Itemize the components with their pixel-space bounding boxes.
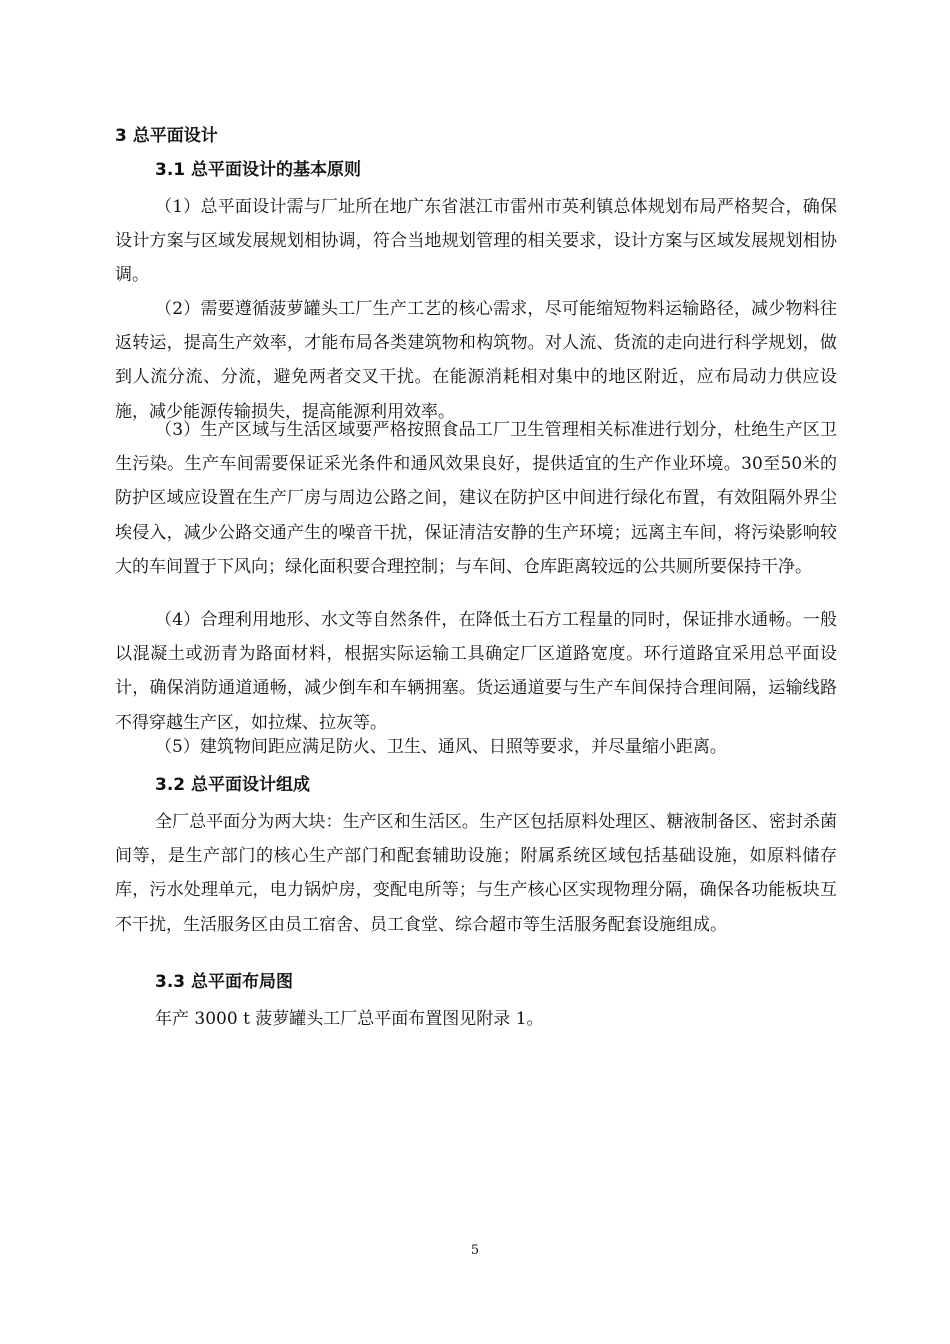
- paragraph-principle-2: （2）需要遵循菠萝罐头工厂生产工艺的核心需求，尽可能缩短物料运输路径，减少物料往返转运，提高生产效率，才能布局各类建筑物和构筑物。对人流、货流的走向进行科学规划，做到人流分流、分流，避免两者交叉干扰。在能源消耗相对集中的地区附近，应布局动力供应设施，减少能源传输损失，提高能源利用效率。: [115, 299, 837, 422]
- subsection-heading-principles: 3.1 总平面设计的基本原则: [155, 160, 362, 180]
- subsection-heading-layout: 3.3 总平面布局图: [155, 972, 294, 992]
- page-number: 5: [470, 1243, 480, 1258]
- subsection-heading-composition: 3.2 总平面设计组成: [155, 775, 311, 795]
- paragraph-principle-5: （5）建筑物间距应满足防火、卫生、通风、日照等要求，并尽量缩小距离。: [155, 737, 727, 757]
- paragraph-layout: 年产 3000 t 菠萝罐头工厂总平面布置图见附录 1。: [155, 1009, 544, 1029]
- paragraph-principle-4: （4）合理利用地形、水文等自然条件，在降低土石方工程量的同时，保证排水通畅。一般以混凝土或沥青为路面材料，根据实际运输工具确定厂区道路宽度。环行道路宜采用总平面设计，确保消防通道通畅，减少倒车和车辆拥塞。货运通道要与生产车间保持合理间隔，运输线路不得穿越生产区，如拉煤、拉灰等。: [115, 610, 837, 733]
- paragraph-principle-1: （1）总平面设计需与厂址所在地广东省湛江市雷州市英利镇总体规划布局严格契合，确保设计方案与区域发展规划相协调，符合当地规划管理的相关要求，设计方案与区域发展规划相协调。: [115, 197, 837, 286]
- paragraph-composition: 全厂总平面分为两大块：生产区和生活区。生产区包括原料处理区、糖液制备区、密封杀菌间等，是生产部门的核心生产部门和配套辅助设施；附属系统区域包括基础设施，如原料储存库，污水处理单元，电力锅炉房，变配电所等；与生产核心区实现物理分隔，确保各功能板块互不干扰，生活服务区由员工宿舍、员工食堂、综合超市等生活服务配套设施组成。: [115, 812, 837, 935]
- paragraph-principle-3: （3）生产区域与生活区域要严格按照食品工厂卫生管理相关标准进行划分，杜绝生产区卫生污染。生产车间需要保证采光条件和通风效果良好，提供适宜的生产作业环境。30至50米的防护区域应设置在生产厂房与周边公路之间，建议在防护区中间进行绿化布置，有效阻隔外界尘埃侵入，减少公路交通产生的噪音干扰，保证清洁安静的生产环境；远离主车间，将污染影响较大的车间置于下风向；绿化面积要合理控制；与车间、仓库距离较远的公共厕所要保持干净。: [115, 420, 837, 577]
- section-heading: 3 总平面设计: [115, 126, 218, 146]
